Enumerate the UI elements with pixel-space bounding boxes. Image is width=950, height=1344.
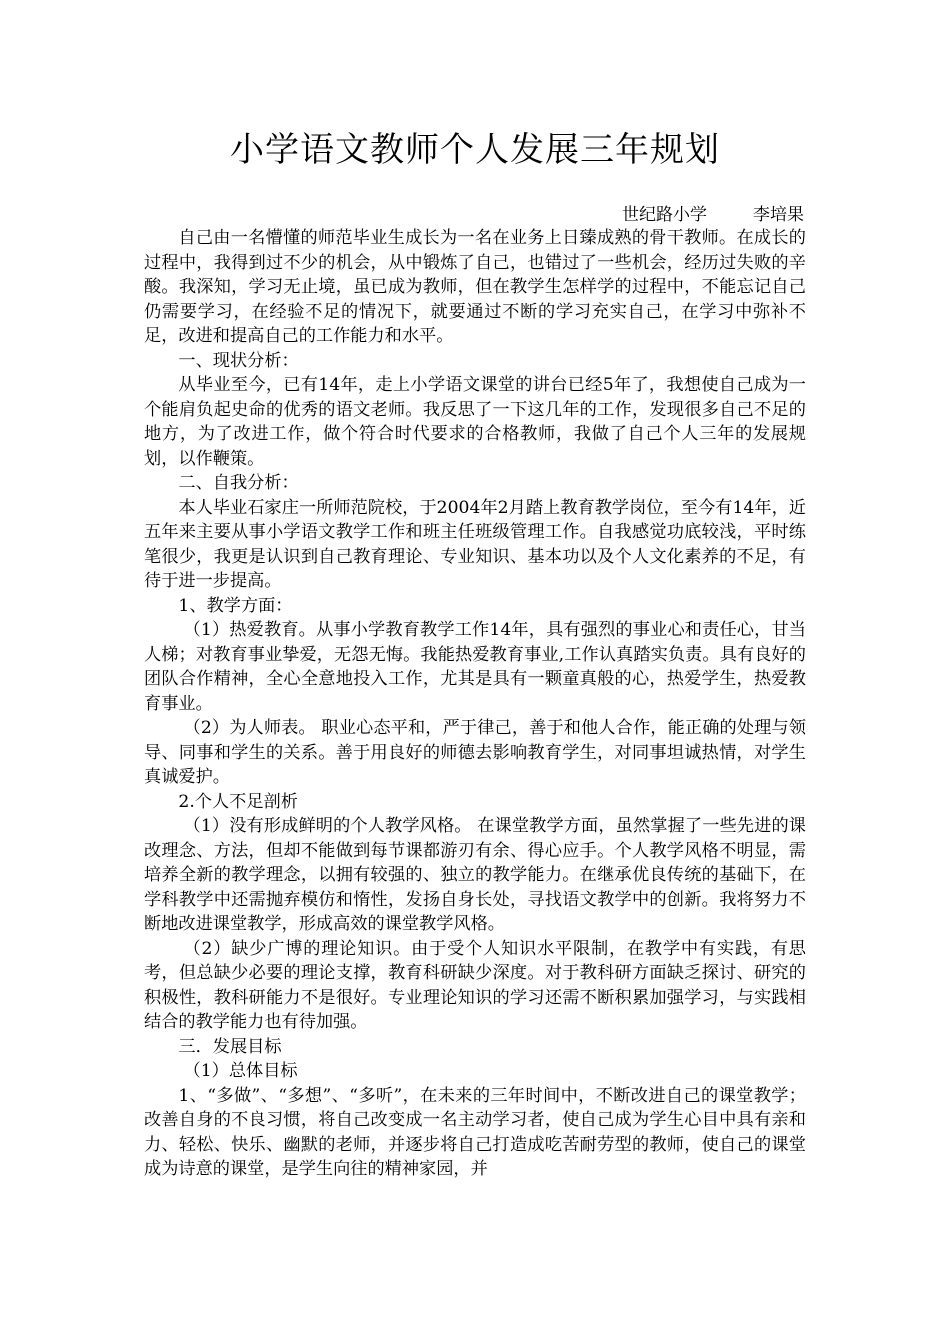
paragraph-self: 本人毕业石家庄一所师范院校，于2004年2月踏上教育教学岗位，至今有14年，近五年来主要从事小学语文教学工作和班主任班级管理工作。自我感觉功底较浅，平时练笔很少，我更是认识到自己教育理论、专业知识、基本功以及个人文化素养的不足，有待于进一步提高。 bbox=[144, 497, 806, 591]
paragraph-teaching-style: （1）没有形成鲜明的个人教学风格。 在课堂教学方面，虽然掌握了一些先进的课改理念、方法，但却不能做到每节课都游刃有余、得心应手。个人教学风格不明显，需培养全新的教学理念，以拥有较强的、独立的教学能力。在继承优良传统的基础下，在学科教学中还需抛弃模仿和惰性，发扬自身长处，寻找语文教学中的创新。我将努力不断地改进课堂教学，形成高效的课堂教学风格。 bbox=[144, 816, 806, 934]
document-body bbox=[144, 226, 806, 1182]
heading-self-analysis: 二、自我分析： bbox=[178, 473, 299, 493]
heading-overall-goal: （1）总体目标 bbox=[183, 1061, 298, 1081]
heading-teaching: 1、教学方面： bbox=[178, 595, 293, 616]
author-name: 李培果 bbox=[753, 205, 804, 225]
paragraph-intro: 自己由一名懵懂的师范毕业生成长为一名在业务上日臻成熟的骨干教师。在成长的过程中，我得到过不少的机会，从中锻炼了自己，也错过了一些机会，经历过失败的辛酸。我深知，学习无止境，虽已成为教师，但在教学生怎样学的过程中，不能忘记自己仍需要学习，在经验不足的情况下，就要通过不断的学习充实自己，在学习中弥补不足，改进和提高自己的工作能力和水平。 bbox=[144, 228, 806, 346]
school-name: 世纪路小学 bbox=[622, 205, 707, 225]
paragraph-goal-1: 1、“多做”、“多想”、“多听”，在未来的三年时间中，不断改进自己的课堂教学；改善自身的不良习惯，将自己改变成一名主动学习者，使自己成为学生心目中具有亲和力、轻松、快乐、幽默的老师，并逐步将自己打造成吃苦耐劳型的教师，使自己的课堂成为诗意的课堂，是学生向往的精神家园，并 bbox=[144, 1085, 806, 1179]
document-title: 小学语文教师个人发展三年规划 bbox=[230, 130, 720, 170]
heading-status-analysis: 一、现状分析： bbox=[178, 350, 299, 371]
heading-shortcomings: 2.个人不足剖析 bbox=[178, 791, 298, 812]
byline bbox=[622, 203, 804, 227]
paragraph-theory: （2）缺少广博的理论知识。由于受个人知识水平限制，在教学中有实践，有思考，但总缺少必要的理论支撑，教育科研缺少深度。对于教科研方面缺乏探讨、研究的积极性，教科研能力不是很好。专业理论知识的学习还需不断积累加强学习，与实践相结合的教学能力也有待加强。 bbox=[144, 938, 806, 1032]
heading-goals: 三．发展目标 bbox=[178, 1036, 282, 1057]
paragraph-role-model: （2）为人师表。 职业心态平和，严于律己，善于和他人合作，能正确的处理与领导、同事和学生的关系。善于用良好的师德去影响教育学生，对同事坦诚热情，对学生真诚爱护。 bbox=[144, 718, 806, 787]
paragraph-love-education: （1）热爱教育。从事小学教育教学工作14年，具有强烈的事业心和责任心，甘当人梯；对教育事业挚爱，无怨无悔。我能热爱教育事业,工作认真踏实负责。具有良好的团队合作精神，全心全意地投入工作，尤其是具有一颗童真般的心，热爱学生，热爱教育事业。 bbox=[144, 620, 806, 714]
paragraph-status: 从毕业至今，已有14年，走上小学语文课堂的讲台已经5年了，我想使自己成为一个能肩负起史命的优秀的语文老师。我反思了一下这几年的工作，发现很多自己不足的地方，为了改进工作，做个符合时代要求的合格教师，我做了自己个人三年的发展规划，以作鞭策。 bbox=[144, 375, 806, 469]
